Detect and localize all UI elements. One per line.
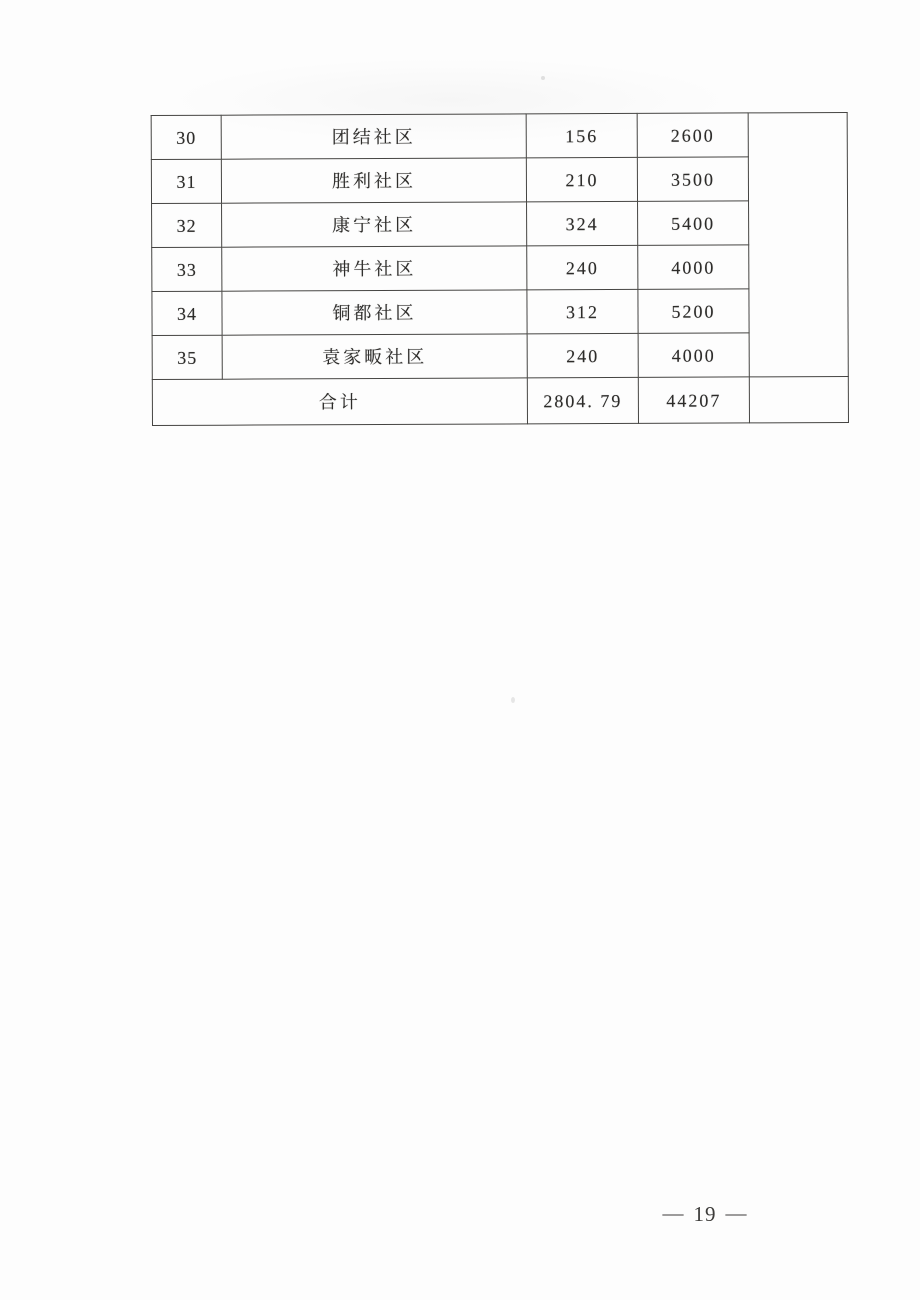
table-row xyxy=(152,244,848,291)
scan-speck xyxy=(511,697,515,703)
row-number-cell: 32 xyxy=(152,203,222,247)
value1-cell: 156 xyxy=(526,113,637,157)
value1-cell: 324 xyxy=(527,201,638,245)
scan-speck xyxy=(541,76,545,80)
total-value1-cell: 2804. 79 xyxy=(527,377,638,423)
page-number-value: 19 xyxy=(693,1202,717,1226)
value1-cell: 312 xyxy=(527,289,638,333)
value2-cell: 2600 xyxy=(637,113,748,157)
community-name-cell: 袁家畈社区 xyxy=(222,334,527,379)
community-name-cell: 神牛社区 xyxy=(222,246,527,291)
page-number xyxy=(640,1202,770,1227)
row-number-cell: 30 xyxy=(151,115,221,159)
row-number-cell: 34 xyxy=(152,291,222,335)
value1-cell: 240 xyxy=(527,333,638,377)
row-number-cell: 35 xyxy=(152,335,222,379)
community-name-cell: 胜利社区 xyxy=(221,158,526,203)
table-row xyxy=(152,200,848,247)
community-table xyxy=(151,112,849,426)
value1-cell: 240 xyxy=(527,245,638,289)
total-label-cell: 合计 xyxy=(152,378,527,426)
row-number-cell: 31 xyxy=(151,159,221,203)
total-value2-cell: 44207 xyxy=(638,377,749,423)
community-name-cell: 康宁社区 xyxy=(222,202,527,247)
table-row xyxy=(152,332,848,379)
table-row xyxy=(152,288,848,335)
value2-cell: 4000 xyxy=(638,333,749,377)
community-name-cell: 团结社区 xyxy=(221,114,526,159)
page-number-dash-right: — xyxy=(725,1201,748,1225)
remarks-merged-cell xyxy=(748,112,848,376)
row-number-cell: 33 xyxy=(152,247,222,291)
total-row xyxy=(152,376,848,425)
value2-cell: 4000 xyxy=(638,245,749,289)
value2-cell: 3500 xyxy=(637,157,748,201)
value2-cell: 5400 xyxy=(638,201,749,245)
table-row xyxy=(151,112,847,159)
table-row xyxy=(151,156,847,203)
page-number-dash-left: — xyxy=(662,1201,685,1225)
remarks-total-cell xyxy=(749,376,848,422)
community-table-wrapper xyxy=(151,112,848,426)
value2-cell: 5200 xyxy=(638,289,749,333)
value1-cell: 210 xyxy=(526,157,637,201)
community-name-cell: 铜都社区 xyxy=(222,290,527,335)
